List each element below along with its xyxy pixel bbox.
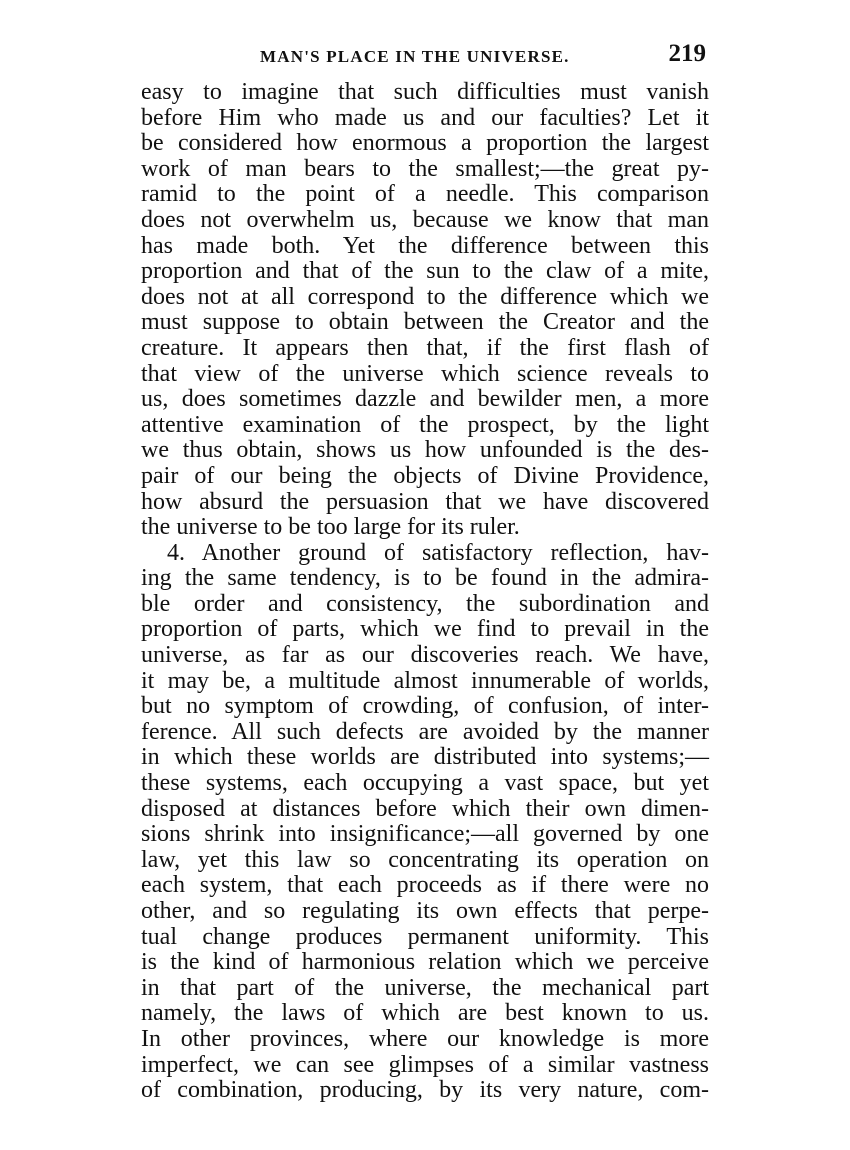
paragraph-2: [141, 541, 709, 1104]
text-line: each system, that each proceeds as if there were no: [141, 872, 709, 899]
text-line: In other provinces, where our knowledge is more: [141, 1025, 709, 1052]
text-line: does not at all correspond to the difference which we: [141, 283, 709, 310]
text-line: easy to imagine that such difficulties must vanish: [141, 79, 709, 105]
text-line: attentive examination of the prospect, by the light: [141, 411, 709, 438]
text-line: pair of our being the objects of Divine Providence,: [141, 462, 709, 489]
text-line: proportion and that of the sun to the claw of a mite,: [141, 258, 709, 285]
text-line: must suppose to obtain between the Creator and the: [141, 309, 709, 336]
text-line: of combination, producing, by its very nature, com-: [141, 1077, 709, 1104]
text-line: be considered how enormous a proportion the largest: [141, 130, 709, 157]
text-line: ble order and consistency, the subordination and: [141, 590, 709, 617]
text-line: other, and so regulating its own effects that perpe-: [141, 898, 709, 924]
text-line: namely, the laws of which are best known to us.: [141, 1000, 709, 1027]
body-text: [141, 80, 709, 1104]
text-line: imperfect, we can see glimpses of a similar vastness: [141, 1051, 709, 1078]
text-line: it may be, a multitude almost innumerable of worlds,: [141, 667, 709, 694]
page-number: 219: [668, 40, 706, 67]
text-line: 4. Another ground of satisfactory reflection, hav-: [167, 539, 709, 566]
text-line: ing the same tendency, is to be found in the admira-: [141, 565, 709, 592]
running-head: [140, 40, 710, 70]
text-line: that view of the universe which science reveals to: [141, 360, 709, 387]
text-line: in which these worlds are distributed into systems;—: [141, 744, 709, 771]
text-line: these systems, each occupying a vast space, but yet: [141, 770, 709, 797]
text-line: but no symptom of crowding, of confusion, of inter-: [141, 693, 709, 720]
text-line: before Him who made us and our faculties? Let it: [141, 104, 709, 131]
text-line: work of man bears to the smallest;—the great py-: [141, 155, 709, 182]
text-line: how absurd the persuasion that we have discovered: [141, 488, 709, 515]
text-line: we thus obtain, shows us how unfounded is the des-: [141, 437, 709, 464]
text-line: creature. It appears then that, if the first flash of: [141, 334, 709, 361]
text-line: in that part of the universe, the mechanical part: [141, 974, 709, 1001]
text-line: sions shrink into insignificance;—all governed by one: [141, 821, 709, 848]
text-line: has made both. Yet the difference between this: [141, 232, 709, 259]
text-line: ference. All such defects are avoided by the manner: [141, 718, 709, 745]
text-line: does not overwhelm us, because we know that man: [141, 206, 709, 233]
text-line: disposed at distances before which their own dimen-: [141, 795, 709, 822]
running-title: MAN'S PLACE IN THE UNIVERSE.: [260, 47, 570, 66]
text-line: tual change produces permanent uniformity. This: [141, 923, 709, 950]
text-line: the universe to be too large for its ruler.: [141, 514, 520, 541]
text-line: proportion of parts, which we find to prevail in the: [141, 616, 709, 643]
text-line: universe, as far as our discoveries reach. We have,: [141, 642, 709, 669]
text-line: is the kind of harmonious relation which we perceive: [141, 949, 709, 976]
text-line: us, does sometimes dazzle and bewilder men, a more: [141, 386, 709, 413]
paragraph-1: [141, 80, 709, 541]
text-line: law, yet this law so concentrating its operation on: [141, 846, 709, 873]
text-line: ramid to the point of a needle. This comparison: [141, 181, 709, 208]
